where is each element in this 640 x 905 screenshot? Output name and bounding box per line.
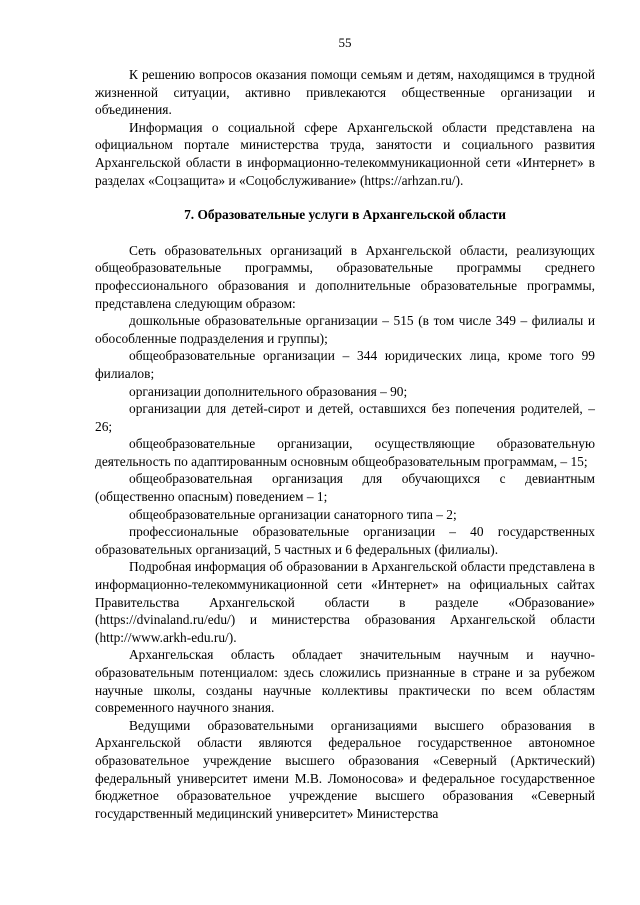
list-item: общеобразовательные организации, осуществляющие образовательную деятельность по адаптированным основным общеобразовательным программам, – 15; [95, 436, 595, 469]
paragraph: Подробная информация об образовании в Архангельской области представлена в информационно-телекоммуникационной сети «Интернет» на официальных сайтах Правительства Архангельской области в разделе «Образование» (https://dvinaland.ru/edu/) и министерства образования Архангельской области (http://www.arkh-edu.ru/). [95, 559, 595, 645]
section-heading: 7. Образовательные услуги в Архангельской области [184, 207, 506, 223]
paragraph: К решению вопросов оказания помощи семьям и детям, находящимся в трудной жизненной ситуации, активно привлекаются общественные организации и объединения. [95, 67, 595, 118]
paragraph: Информация о социальной сфере Архангельской области представлена на официальном портале министерства труда, занятости и социального развития Архангельской области в информационно-телекоммуникационной сети «Интернет» в разделах «Соцзащита» и «Соцобслуживание» (https://arhzan.ru/). [95, 119, 595, 188]
list-item: дошкольные образовательные организации – 515 (в том числе 349 – филиалы и обособленные подразделения и группы); [95, 313, 595, 346]
list-item: организации для детей-сирот и детей, оставшихся без попечения родителей, – 26; [95, 401, 595, 434]
page-number: 55 [338, 35, 352, 50]
list-item: общеобразовательная организация для обучающихся с девиантным (общественно опасным) поведением – 1; [95, 471, 595, 505]
paragraph: Архангельская область обладает значительным научным и научно-образовательным потенциалом: здесь сложились признанные в стране и за рубежом научные школы, созданы научные коллективы практически по всем областям современного научного знания. [95, 647, 595, 716]
list-item: общеобразовательные организации – 344 юридических лица, кроме того 99 филиалов; [95, 348, 595, 381]
paragraph: Сеть образовательных организаций в Архангельской области, реализующих общеобразовательные программы, образовательные программы среднего профессионального образования и дополнительные образовательные программы, представлена следующим образом: [95, 242, 595, 311]
document-page [95, 35, 595, 822]
list-item: профессиональные образовательные организации – 40 государственных образовательных организаций, 5 частных и 6 федеральных (филиалы). [95, 524, 595, 557]
paragraph: Ведущими образовательными организациями высшего образования в Архангельской области являются федеральное государственное автономное образовательное учреждение высшего образования «Северный (Арктический) федеральный университет имени М.В. Ломоносова» и федеральное государственное бюджетное образовательное учреждение высшего образования «Северный государственный медицинский университет» Министерства [95, 717, 595, 821]
list-item: общеобразовательные организации санаторного типа – 2; [129, 506, 457, 522]
list-item: организации дополнительного образования – 90; [129, 383, 408, 399]
